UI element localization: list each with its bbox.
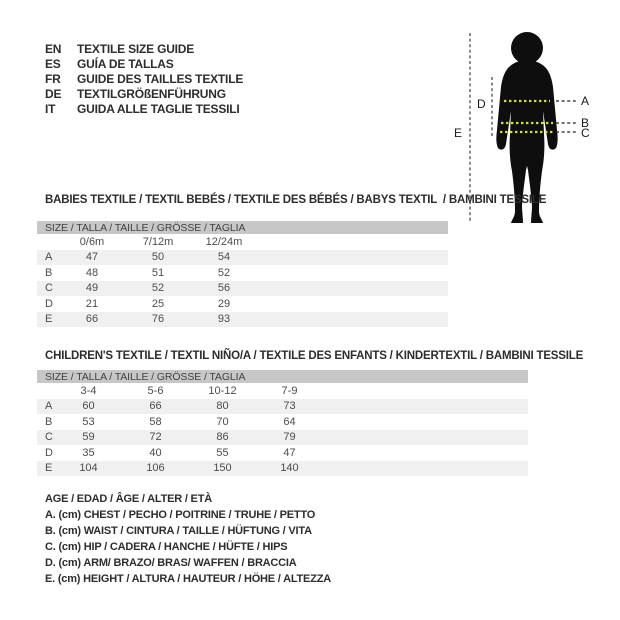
cell-value: 60 [82, 400, 95, 413]
babies-column-header: 7/12m [142, 235, 174, 248]
language-code: DE [45, 86, 62, 101]
children-size-table [37, 370, 528, 476]
figure-label-d: D [477, 97, 486, 111]
cell-value: 66 [85, 313, 99, 326]
children-section-title: CHILDREN'S TEXTILE / TEXTIL NIÑO/A / TEXTILE DES ENFANTS / KINDERTEXTIL / BAMBINI TESSILE [45, 350, 584, 362]
language-code: EN [45, 41, 62, 56]
language-row [45, 41, 243, 56]
table-row [37, 399, 528, 415]
cell-value: 50 [151, 251, 165, 264]
row-letter: E [45, 462, 53, 475]
cell-value: 58 [149, 415, 162, 428]
table-row [37, 250, 448, 266]
cell-value: 72 [149, 431, 162, 444]
row-letter: A [45, 251, 53, 264]
cell-value: 40 [149, 446, 162, 459]
legend-line: C. (cm) HIP / CADERA / HANCHE / HÜFTE / HIPS [45, 541, 288, 553]
babies-column-header-row [37, 234, 448, 250]
figure-label-c: C [581, 126, 590, 140]
row-letter: C [45, 431, 53, 444]
cell-value: 150 [213, 462, 232, 475]
figure-label-e: E [454, 126, 463, 140]
language-row [45, 101, 243, 116]
legend-line: AGE / EDAD / ÂGE / ALTER / ETÀ [45, 493, 212, 505]
language-header [45, 41, 243, 116]
legend-line: A. (cm) CHEST / PECHO / POITRINE / TRUHE / PETTO [45, 509, 316, 521]
cell-value: 48 [85, 266, 99, 279]
babies-column-header: 0/6m [79, 235, 105, 248]
cell-value: 86 [216, 431, 229, 444]
babies-size-header-bar: SIZE / TALLA / TAILLE / GRÖSSE / TAGLIA [37, 221, 448, 234]
legend-line: E. (cm) HEIGHT / ALTURA / HAUTEUR / HÖHE / ALTEZZA [45, 573, 331, 585]
row-letter: B [45, 266, 53, 279]
cell-value: 49 [85, 282, 99, 295]
table-row [37, 265, 448, 281]
cell-value: 25 [151, 297, 165, 310]
row-letter: D [45, 446, 53, 459]
cell-value: 66 [149, 400, 162, 413]
table-row [37, 461, 528, 477]
language-title: TEXTILE SIZE GUIDE [77, 41, 195, 56]
cell-value: 64 [283, 415, 296, 428]
cell-value: 104 [79, 462, 98, 475]
row-letter: A [45, 400, 53, 413]
figure-label-a: A [581, 94, 590, 108]
row-letter: D [45, 297, 53, 310]
children-size-header-bar: SIZE / TALLA / TAILLE / GRÖSSE / TAGLIA [37, 370, 528, 383]
language-title: GUÍA DE TALLAS [77, 56, 174, 71]
row-letter: C [45, 282, 53, 295]
cell-value: 51 [151, 266, 165, 279]
cell-value: 93 [217, 313, 231, 326]
children-column-header-row [37, 383, 528, 399]
language-code: IT [45, 101, 56, 116]
language-row [45, 86, 243, 101]
language-title: GUIDE DES TAILLES TEXTILE [77, 71, 244, 86]
cell-value: 29 [217, 297, 231, 310]
children-column-header: 3-4 [80, 384, 97, 397]
child-head-silhouette [511, 32, 543, 64]
language-code: FR [45, 71, 61, 86]
cell-value: 21 [85, 297, 99, 310]
cell-value: 140 [280, 462, 299, 475]
table-row [37, 312, 448, 328]
language-row [45, 56, 243, 71]
cell-value: 35 [82, 446, 95, 459]
table-row [37, 445, 528, 461]
legend-line: D. (cm) ARM/ BRAZO/ BRAS/ WAFFEN / BRACCIA [45, 557, 297, 569]
cell-value: 79 [283, 431, 296, 444]
cell-value: 55 [216, 446, 229, 459]
measurement-legend [45, 491, 331, 587]
children-column-header: 7-9 [281, 384, 298, 397]
children-table-body [37, 399, 528, 477]
cell-value: 52 [151, 282, 165, 295]
table-row [37, 414, 528, 430]
row-letter: E [45, 313, 53, 326]
cell-value: 53 [82, 415, 95, 428]
cell-value: 76 [151, 313, 165, 326]
language-title: TEXTILGRÖßENFÜHRUNG [77, 86, 226, 101]
legend-line: B. (cm) WAIST / CINTURA / TAILLE / HÜFTUNG / VITA [45, 525, 312, 537]
row-letter: B [45, 415, 53, 428]
children-column-header: 10-12 [208, 384, 237, 397]
cell-value: 80 [216, 400, 229, 413]
cell-value: 106 [146, 462, 165, 475]
babies-table-body [37, 250, 448, 328]
babies-size-table [37, 221, 448, 327]
table-row [37, 281, 448, 297]
cell-value: 47 [283, 446, 296, 459]
language-row [45, 71, 243, 86]
table-row [37, 430, 528, 446]
cell-value: 54 [217, 251, 231, 264]
cell-value: 56 [217, 282, 231, 295]
cell-value: 70 [216, 415, 229, 428]
cell-value: 52 [217, 266, 231, 279]
cell-value: 73 [283, 400, 296, 413]
children-column-header: 5-6 [147, 384, 164, 397]
table-row [37, 296, 448, 312]
language-code: ES [45, 56, 61, 71]
cell-value: 47 [85, 251, 99, 264]
babies-section-title: BABIES TEXTILE / TEXTIL BEBÉS / TEXTILE DES BÉBÉS / BABYS TEXTIL / BAMBINI TESSILE [45, 194, 547, 206]
figure-label-b: B [581, 116, 590, 130]
cell-value: 59 [82, 431, 95, 444]
babies-column-header: 12/24m [205, 235, 243, 248]
language-title: GUIDA ALLE TAGLIE TESSILI [77, 101, 240, 116]
